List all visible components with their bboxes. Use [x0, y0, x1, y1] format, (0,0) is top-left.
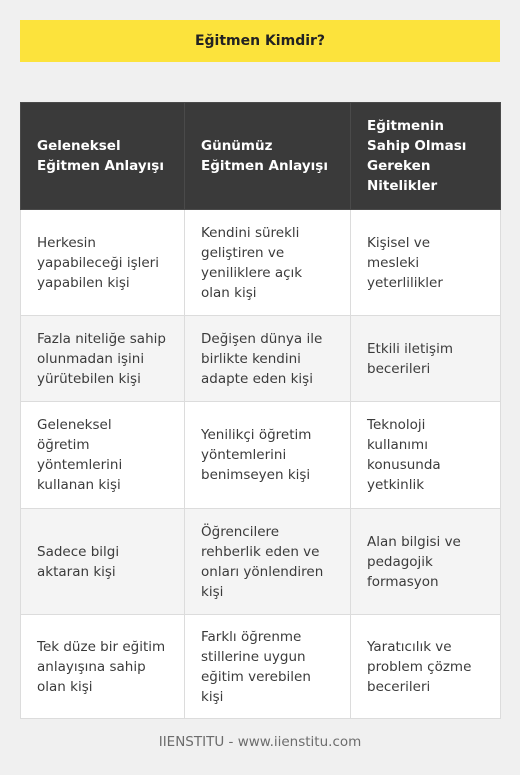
column-header-traditional: Geleneksel Eğitmen Anlayışı [21, 103, 185, 210]
table-cell: Alan bilgisi ve pedagojik formasyon [351, 509, 501, 615]
table-cell: Teknoloji kullanımı konusunda yetkinlik [351, 402, 501, 509]
table-cell: Yaratıcılık ve problem çözme becerileri [351, 615, 501, 719]
table-header-row [21, 103, 501, 210]
table-cell: Etkili iletişim becerileri [351, 316, 501, 402]
comparison-table [20, 102, 501, 719]
table-cell: Fazla niteliğe sahip olunmadan işini yürütebilen kişi [21, 316, 185, 402]
column-header-qualifications: Eğitmenin Sahip Olması Gereken Nitelikler [351, 103, 501, 210]
table-row [21, 402, 501, 509]
table-cell: Geleneksel öğretim yöntemlerini kullanan kişi [21, 402, 185, 509]
table-row [21, 509, 501, 615]
table-cell: Yenilikçi öğretim yöntemlerini benimseyen kişi [185, 402, 351, 509]
table-cell: Farklı öğrenme stillerine uygun eğitim verebilen kişi [185, 615, 351, 719]
table-cell: Sadece bilgi aktaran kişi [21, 509, 185, 615]
table-cell: Tek düze bir eğitim anlayışına sahip olan kişi [21, 615, 185, 719]
table-cell: Öğrencilere rehberlik eden ve onları yönlendiren kişi [185, 509, 351, 615]
table-row [21, 210, 501, 316]
table-cell: Herkesin yapabileceği işleri yapabilen kişi [21, 210, 185, 316]
footer-credit: IIENSTITU - www.iienstitu.com [158, 734, 362, 750]
table-cell: Kişisel ve mesleki yeterlilikler [351, 210, 501, 316]
table-row [21, 316, 501, 402]
page-title: Eğitmen Kimdir? [20, 20, 500, 62]
column-header-modern: Günümüz Eğitmen Anlayışı [185, 103, 351, 210]
table-cell: Kendini sürekli geliştiren ve yeniliklere açık olan kişi [185, 210, 351, 316]
table-row [21, 615, 501, 719]
table-cell: Değişen dünya ile birlikte kendini adapte eden kişi [185, 316, 351, 402]
